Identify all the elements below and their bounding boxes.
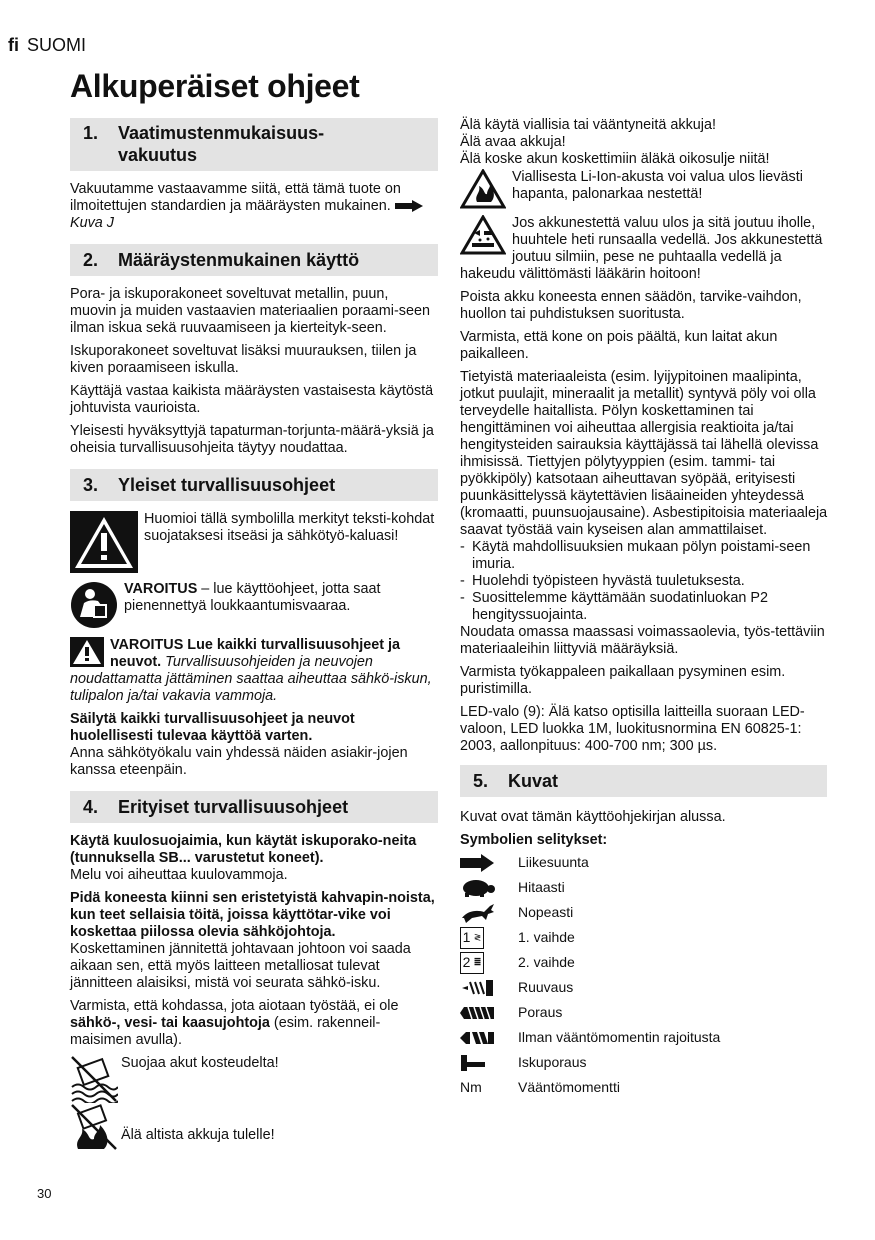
fire-warning: [70, 1103, 438, 1151]
read-manual-icon: [70, 581, 124, 629]
warning-triangle-icon: [70, 511, 144, 573]
dust-item: - Käytä mahdollisuuksien mukaan pölyn poistami-seen imuria.: [460, 539, 811, 572]
p-clamp: Varmista työkappaleen paikallaan pysyminen esim. puristimilla.: [460, 664, 786, 697]
language-name: SUOMI: [27, 35, 87, 55]
dust-item: - Huolehdi työpisteen hyvästä tuuletuksesta.: [460, 573, 745, 589]
moisture-warning-text: Suojaa akut kosteudelta!: [121, 1055, 279, 1071]
torque-nm-icon: Nm: [460, 1079, 482, 1095]
section-title: Yleiset turvallisuusohjeet: [118, 475, 336, 495]
right-column: [460, 117, 830, 1100]
s4-p1: Käytä kuulosuojaimia, kun käytät iskuporako-neita (tunnuksella SB... varustetut koneet). Melu voi aiheuttaa kuulovammoja.: [70, 833, 417, 883]
s2-p2: Iskuporakoneet soveltuvat lisäksi muurauksen, tiilen ja kiven poraamiseen iskulla.: [70, 343, 417, 376]
symbol-row: Nm Vääntömomentti: [460, 1079, 620, 1095]
screwdriving-icon: [460, 979, 518, 997]
section-number: 2.: [83, 250, 99, 270]
symbol-row: Nopeasti: [460, 900, 830, 925]
s1-text: Vakuutamme vastaavamme siitä, että tämä tuote on ilmoitettujen standardien ja määräysten mukainen. Kuva J: [70, 181, 438, 232]
language-code: fi: [8, 35, 19, 55]
attention-note-text: Huomioi tällä symbolilla merkityt teksti-kohdat suojataksesi itseäsi ja sähkötyö-kaluasi!: [144, 511, 435, 544]
battery-line-3: Älä koske akun koskettimiin äläkä oikosulje niitä!: [460, 151, 770, 167]
flammable-note: [460, 169, 830, 209]
symbol-row: Ruuvaus: [460, 975, 830, 1000]
section-number: 1.: [83, 123, 99, 143]
no-fire-icon: [70, 1103, 121, 1151]
warning-italic-text: Turvallisuusohjeiden ja neuvojen noudattamatta jättäminen saattaa aiheuttaa sähkö-iskun, tulipalon ja/tai vakavia vammoja.: [70, 654, 432, 704]
corrosive-icon: [460, 215, 512, 259]
left-column: [70, 118, 438, 1151]
s4-p2: Pidä koneesta kiinni sen eristetyistä kahvapin-noista, kun teet sellaisia töitä, joissa käyttötar-vike voi koskettaa piilossa olevia sähköjohtoja. Koskettaminen jännitettä johtavaan johtoon voi saada aikaan sen, että myös laitteen metalliosat tulevat jännitteen alaisiksi, mistä voi seurata sähkö-isku.: [70, 890, 435, 991]
gear-1-icon: 1 ≷: [460, 927, 518, 949]
p-led: LED-valo (9): Älä katso optisilla laitteilla suoraan LED-valoon, LED luokka 1M, luokitusnormina EN 60825-1: 2003, aallonpituus: 400-700 nm; 300 µs.: [460, 704, 805, 754]
warning-small-icon: [70, 637, 106, 667]
arrow-icon: [460, 854, 518, 872]
corrosive-note-text: Jos akkunestettä valuu ulos ja sitä joutuu iholle, huuhtele heti runsaalla vedellä. Jos akkunestettä joutuu silmiin, pese ne puhtaalla vedellä ja hakeudu välittömästi lääkärin hoitoon!: [460, 215, 823, 282]
p-regs: Noudata omassa maassasi voimassaolevia, työs-tettäviin materiaaleihin liittyviä määräyksiä.: [460, 624, 825, 657]
s3-keep: Säilytä kaikki turvallisuusohjeet ja neuvot huolellisesti tulevaa käyttöä varten. Anna sähkötyökalu vain yhdessä näiden asiakir-jojen kanssa eteenpäin.: [70, 711, 408, 778]
symbol-row: 1 ≷ 1. vaihde: [460, 925, 830, 950]
symbol-row: Hitaasti: [460, 875, 830, 900]
no-moisture-icon: [70, 1055, 121, 1103]
torque-free-icon: [460, 1031, 518, 1045]
symbol-row: 2 ≣ 2. vaihde: [460, 950, 830, 975]
symbol-row: Iskuporaus: [460, 1050, 830, 1075]
section-4-heading: [70, 791, 438, 823]
battery-line-1: Älä käytä viallisia tai vääntyneitä akkuja!: [460, 117, 716, 133]
s2-p1: Pora- ja iskuporakoneet soveltuvat metallin, puun, muovin ja muiden vastaavien materiaalien poraami-seen ilman iskua sekä ruuvaamiseen ja kierteityk-seen.: [70, 286, 430, 336]
flammable-note-text: Viallisesta Li-Ion-akusta voi valua ulos lievästi hapanta, palonarkaa nestettä!: [512, 169, 803, 202]
flammable-icon: [460, 169, 512, 209]
p-remove: Poista akku koneesta ennen säädön, tarvike-vaihdon, huollon tai puhdistuksen suoritusta.: [460, 289, 802, 322]
section-title: Vaatimustenmukaisuus- vakuutus: [118, 123, 325, 165]
dust-item: - Suosittelemme käyttämään suodatinluokan P2 hengityssuojainta.: [460, 590, 768, 623]
symbols-title: Symbolien selitykset:: [460, 832, 608, 848]
warning-read-all: [70, 637, 438, 705]
corrosive-note: [460, 215, 830, 283]
battery-line-2: Älä avaa akkuja!: [460, 134, 566, 150]
symbol-row: Liikesuunta: [460, 850, 830, 875]
symbol-row: Ilman vääntömomentin rajoitusta: [460, 1025, 830, 1050]
fire-warning-text: Älä altista akkuja tulelle!: [121, 1127, 275, 1143]
arrow-icon: [395, 200, 423, 212]
gear-2-icon: 2 ≣: [460, 952, 518, 974]
section-2-heading: [70, 244, 438, 276]
warning-read-manual: [70, 581, 438, 629]
page-title: Alkuperäiset ohjeet: [70, 68, 360, 104]
section-5-heading: [460, 765, 827, 797]
tortoise-icon: [460, 879, 518, 897]
warning-label: VAROITUS: [124, 581, 198, 597]
section-3-heading: [70, 469, 438, 501]
warning-text: – lue käyttöohjeet, jotta saat pienennettyä loukkaantumisvaaraa.: [124, 581, 381, 614]
section-title: Määräystenmukainen käyttö: [118, 250, 360, 270]
battery-warnings: [460, 117, 830, 168]
section-number: 4.: [83, 797, 99, 817]
drilling-icon: [460, 1006, 518, 1020]
figure-ref: Kuva J: [70, 215, 114, 231]
moisture-warning: [70, 1055, 438, 1103]
s2-p3: Käyttäjä vastaa kaikista määräysten vastaisesta käytöstä johtuvista vaurioista.: [70, 383, 434, 416]
hare-icon: [460, 902, 518, 924]
symbols-list: [460, 850, 830, 1100]
p-off: Varmista, että kone on pois päältä, kun laitat akun paikalleen.: [460, 329, 778, 362]
s4-p3: Varmista, että kohdassa, jota aiotaan työstää, ei ole sähkö-, vesi- tai kaasujohtoja (esim. rakenneil-maisimen avulla).: [70, 998, 399, 1048]
section-title: Erityiset turvallisuusohjeet: [118, 797, 349, 817]
p-dust: Tietyistä materiaaleista (esim. lyijypitoinen maalipinta, jotkut puulajit, mineraalit ja metallit) syntyvä pöly voi olla terveydelle haitallista. Pölyn koskettaminen tai hengittäminen voi aiheuttaa allergisia reaktioita ja/tai hengitysteiden sairauksia käyttäjässä tai lähellä olevissa ihmisissä. Tiettyjen pölytyyppien (esim. tammi- tai pyökkipöly) katsotaan aiheuttavan syöpää, erityisesti puunkäsittelyssä käytettävien lisäaineiden yhteydessä (kromaatti, puunsuojausaine). Asbestipitoisia materiaaleja saavat työstää vain kyseisen alan ammattilaiset.: [460, 369, 828, 538]
section-number: 5.: [473, 771, 489, 791]
section-number: 3.: [83, 475, 99, 495]
s5-intro: Kuvat ovat tämän käyttöohjekirjan alussa.: [460, 809, 726, 825]
hammer-drill-icon: [460, 1054, 518, 1072]
section-title: Kuvat: [508, 771, 559, 791]
section-1-heading: [70, 118, 438, 171]
language-label: [8, 37, 86, 54]
warning-bold-text: VAROITUS Lue kaikki turvallisuusohjeet ja neuvot.: [110, 637, 401, 670]
s2-p4: Yleisesti hyväksyttyjä tapaturman-torjunta-määrä-yksiä ja oheisia turvallisuusohjeita täytyy noudattaa.: [70, 423, 434, 456]
attention-note: [70, 511, 438, 573]
page-number: 30: [37, 1186, 52, 1201]
symbol-row: Poraus: [460, 1000, 830, 1025]
